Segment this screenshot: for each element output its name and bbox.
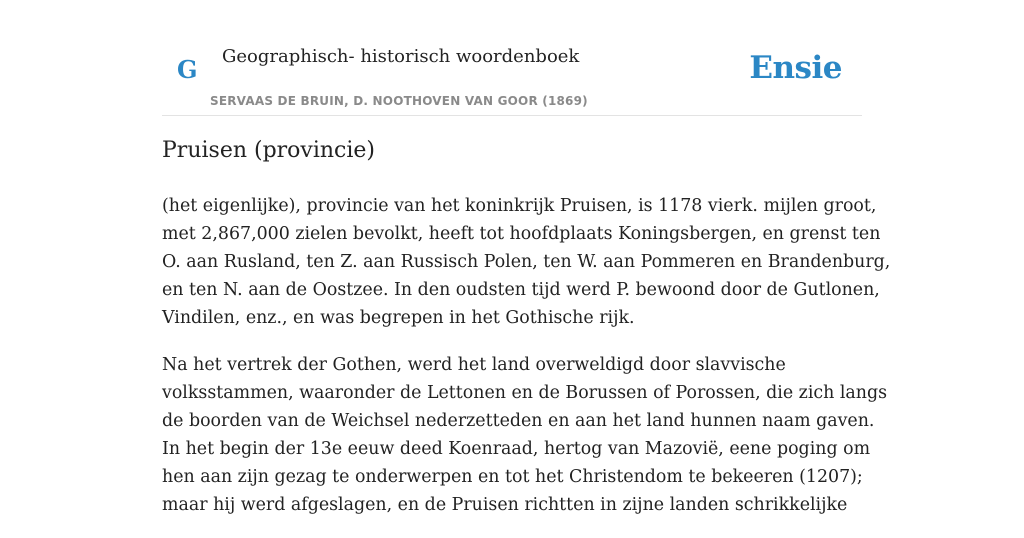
book-authors: SERVAAS DE BRUIN, D. NOOTHOVEN VAN GOOR (1869) bbox=[210, 94, 588, 108]
text-line: hen aan zijn gezag te onderwerpen en tot het Christendom te bekeeren (1207); bbox=[162, 467, 863, 487]
text-line: Na het vertrek der Gothen, werd het land overweldigd door slavvische bbox=[162, 355, 786, 375]
text-line: (het eigenlijke), provincie van het koninkrijk Pruisen, is 1178 vierk. mijlen groot, bbox=[162, 196, 877, 216]
entry-paragraph bbox=[162, 351, 888, 519]
page bbox=[162, 0, 891, 515]
brand-logo[interactable]: Ensie bbox=[749, 50, 842, 86]
text-line: Vindilen, enz., en was begrepen in het Gothische rijk. bbox=[162, 308, 635, 328]
text-line: maar hij werd afgeslagen, en de Pruisen richtten in zijne landen schrikkelijke bbox=[162, 495, 848, 515]
book-title[interactable]: Geographisch- historisch woordenboek bbox=[222, 46, 580, 67]
text-line: met 2,867,000 zielen bevolkt, heeft tot hoofdplaats Koningsbergen, en grenst ten bbox=[162, 224, 881, 244]
text-line: volksstammen, waaronder de Lettonen en de Borussen of Porossen, die zich langs bbox=[162, 383, 888, 403]
book-logo-icon[interactable]: G bbox=[177, 55, 198, 84]
text-line: In het begin der 13e eeuw deed Koenraad, hertog van Mazovië, eene poging om bbox=[162, 439, 871, 459]
text-line: de boorden van de Weichsel nederzetteden en aan het land hunnen naam gaven. bbox=[162, 411, 875, 431]
header bbox=[162, 0, 862, 116]
text-line: en ten N. aan de Oostzee. In den oudsten tijd werd P. bewoond door de Gutlonen, bbox=[162, 280, 880, 300]
entry-paragraph bbox=[162, 192, 891, 332]
entry-title: Pruisen (provincie) bbox=[162, 138, 376, 163]
entry-body bbox=[162, 192, 891, 538]
text-line: O. aan Rusland, ten Z. aan Russisch Polen, ten W. aan Pommeren en Brandenburg, bbox=[162, 252, 891, 272]
